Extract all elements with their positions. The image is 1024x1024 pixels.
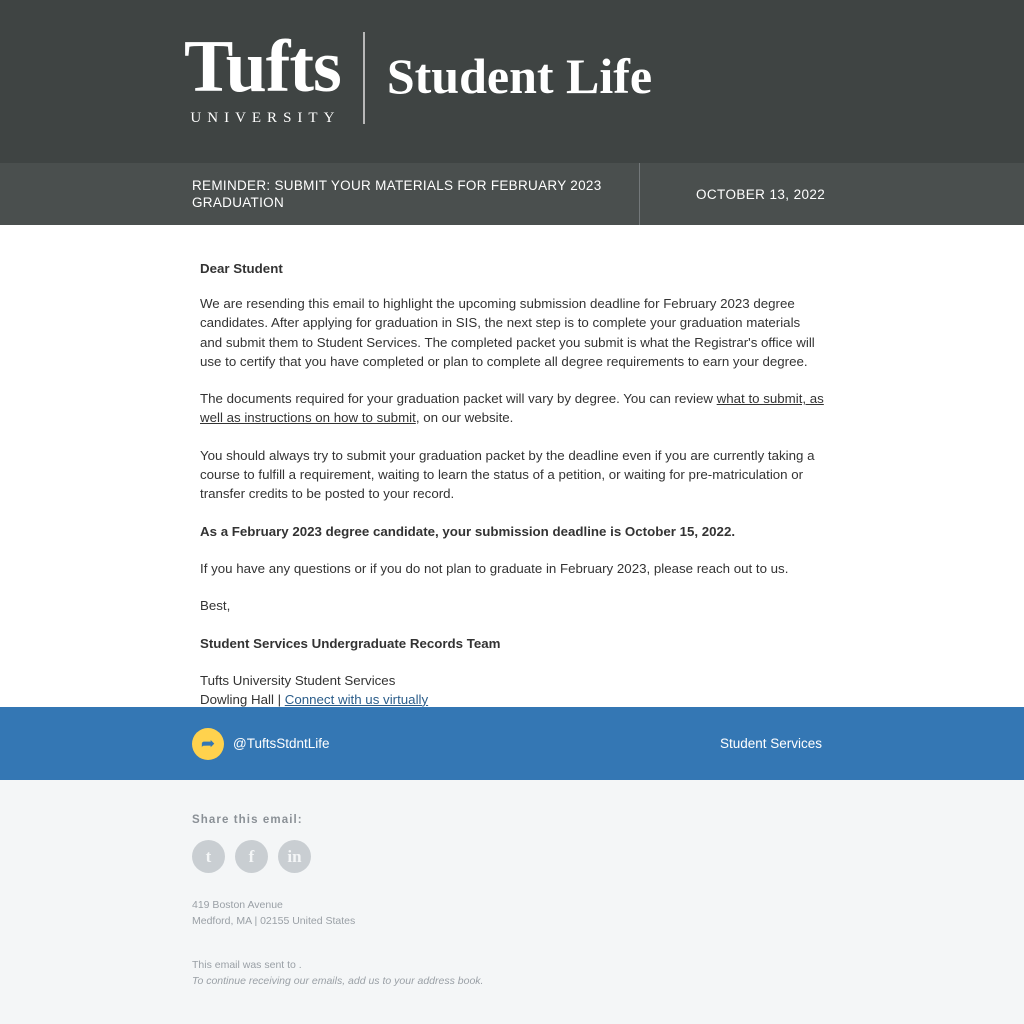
twitter-handle-text: @TuftsStdntLife <box>233 736 330 751</box>
deadline-statement: As a February 2023 degree candidate, your submission deadline is October 15, 2022. <box>200 523 736 539</box>
contact-location-text: Dowling Hall | <box>200 691 285 707</box>
masthead <box>0 0 1024 163</box>
signoff-team: Student Services Undergraduate Records Team <box>200 635 501 651</box>
salutation: Dear Student <box>200 261 283 276</box>
twitter-handle-block[interactable] <box>192 728 330 760</box>
tufts-student-life-logo[interactable] <box>184 26 653 127</box>
student-life-wordmark: Student Life <box>386 48 653 104</box>
email-body <box>0 225 1024 707</box>
university-subtext: UNIVERSITY <box>190 110 341 126</box>
tufts-university-logo <box>184 26 341 127</box>
linkedin-share-icon[interactable] <box>278 840 311 873</box>
mailing-address <box>192 897 1024 929</box>
subject-left <box>0 163 640 225</box>
address-book-line: To continue receiving our emails, add us to your address book. <box>192 975 484 987</box>
share-icon-row <box>192 840 1024 873</box>
subject-bar <box>0 163 1024 225</box>
body-paragraph-1: We are resending this email to highlight the upcoming submission deadline for February 2023 degree candidates. After applying for graduation in SIS, the next step is to complete your graduation materials and submit them to Student Services. The completed packet you submit is what the Registrar's office will use to certify that you have completed or plan to complete all degree requirements to earn your degree. <box>200 296 815 369</box>
address-line-2: Medford, MA | 02155 United States <box>192 915 356 927</box>
address-line-1: 419 Boston Avenue <box>192 899 283 911</box>
subject-right <box>640 163 1024 225</box>
linkedin-share-glyph: in <box>287 846 302 866</box>
body-paragraph-2 <box>200 389 824 428</box>
share-label: Share this email: <box>192 814 303 826</box>
twitter-glyph: ➦ <box>200 734 216 753</box>
student-services-link[interactable]: Student Services <box>720 736 823 751</box>
email-footer <box>0 780 1024 1024</box>
signoff: Best, <box>200 598 231 614</box>
email-subject: REMINDER: SUBMIT YOUR MATERIALS FOR FEBRUARY 2023 GRADUATION <box>192 178 602 210</box>
facebook-share-icon[interactable] <box>235 840 268 873</box>
twitter-share-icon[interactable] <box>192 840 225 873</box>
connect-virtually-link[interactable]: Connect with us virtually <box>284 691 429 707</box>
twitter-share-glyph: t <box>205 846 212 866</box>
contact-location <box>200 690 824 709</box>
twitter-bird-icon[interactable] <box>192 728 224 760</box>
email-date: OCTOBER 13, 2022 <box>696 186 826 202</box>
what-to-submit-link[interactable]: what to submit, as well as instructions on how to submit <box>200 391 824 426</box>
sent-to-block <box>192 957 1024 989</box>
contact-org: Tufts University Student Services <box>200 672 396 688</box>
body-paragraph-4: If you have any questions or if you do not plan to graduate in February 2023, please reach out to us. <box>200 560 789 576</box>
paragraph-2-post: , on our website. <box>415 410 514 426</box>
sent-to-line: This email was sent to . <box>192 959 302 971</box>
social-bar <box>0 707 1024 780</box>
paragraph-2-pre: The documents required for your graduation packet will vary by degree. You can review <box>200 391 717 407</box>
logo-divider <box>363 32 365 124</box>
body-paragraph-3: You should always try to submit your graduation packet by the deadline even if you are currently taking a course to fulfill a requirement, waiting to learn the status of a petition, or waiting for pre-matriculation or transfer credits to be posted to your record. <box>200 447 815 502</box>
tufts-wordmark: Tufts <box>184 26 341 108</box>
facebook-share-glyph: f <box>248 846 255 866</box>
